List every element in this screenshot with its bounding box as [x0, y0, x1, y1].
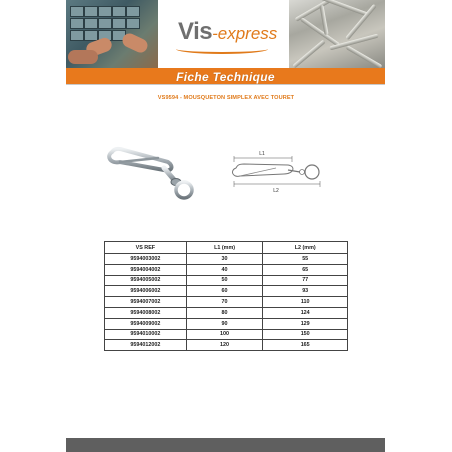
- cell-l1: 50: [186, 275, 263, 286]
- table-row: [105, 286, 348, 297]
- title-divider: [66, 84, 385, 85]
- table-row: [105, 254, 348, 265]
- cell-ref: 9594010002: [105, 329, 187, 340]
- header-banner: [66, 0, 385, 68]
- table-row: [105, 275, 348, 286]
- table-row: [105, 318, 348, 329]
- page-title: Fiche Technique: [176, 70, 275, 84]
- cell-l2: 124: [263, 307, 348, 318]
- cell-ref: 9594007002: [105, 297, 187, 308]
- cell-ref: 9594008002: [105, 307, 187, 318]
- table-header-row: [105, 242, 348, 254]
- cell-l2: 77: [263, 275, 348, 286]
- header-l2: L2 (mm): [263, 242, 348, 254]
- table-row: [105, 340, 348, 351]
- screws-photo: [289, 0, 385, 68]
- cell-ref: 9594009002: [105, 318, 187, 329]
- table-row: [105, 297, 348, 308]
- label-l2: L2: [273, 188, 279, 194]
- cell-ref: 9594012002: [105, 340, 187, 351]
- cell-ref: 9594004002: [105, 264, 187, 275]
- table-row: [105, 264, 348, 275]
- cell-l2: 65: [263, 264, 348, 275]
- cell-l1: 30: [186, 254, 263, 265]
- cell-l1: 120: [186, 340, 263, 351]
- cell-l2: 110: [263, 297, 348, 308]
- logo-sub-text: -express: [212, 24, 278, 43]
- cell-ref: 9594003002: [105, 254, 187, 265]
- cell-ref: 9594005002: [105, 275, 187, 286]
- title-bar: [66, 68, 385, 84]
- table-row: [105, 307, 348, 318]
- header-vs-ref: VS REF: [105, 242, 187, 254]
- cell-l2: 129: [263, 318, 348, 329]
- reference-table: [104, 241, 348, 351]
- product-subtitle: VS9594 - MOUSQUETON SIMPLEX AVEC TOURET: [157, 95, 295, 101]
- cell-l2: 55: [263, 254, 348, 265]
- table-row: [105, 329, 348, 340]
- cell-l1: 40: [186, 264, 263, 275]
- cell-ref: 9594006002: [105, 286, 187, 297]
- cell-l2: 93: [263, 286, 348, 297]
- toolbox-photo: [66, 0, 158, 68]
- cell-l2: 165: [263, 340, 348, 351]
- cell-l2: 150: [263, 329, 348, 340]
- cell-l1: 80: [186, 307, 263, 318]
- header-l1: L1 (mm): [186, 242, 263, 254]
- label-l1: L1: [259, 151, 265, 157]
- cell-l1: 70: [186, 297, 263, 308]
- cell-l1: 100: [186, 329, 263, 340]
- logo-swoosh: [176, 44, 268, 54]
- snap-hook-photo: [102, 140, 202, 205]
- cell-l1: 90: [186, 318, 263, 329]
- logo-main-text: Vis: [178, 18, 213, 45]
- footer-bar: [66, 438, 385, 452]
- dimension-drawing: [226, 148, 338, 196]
- cell-l1: 60: [186, 286, 263, 297]
